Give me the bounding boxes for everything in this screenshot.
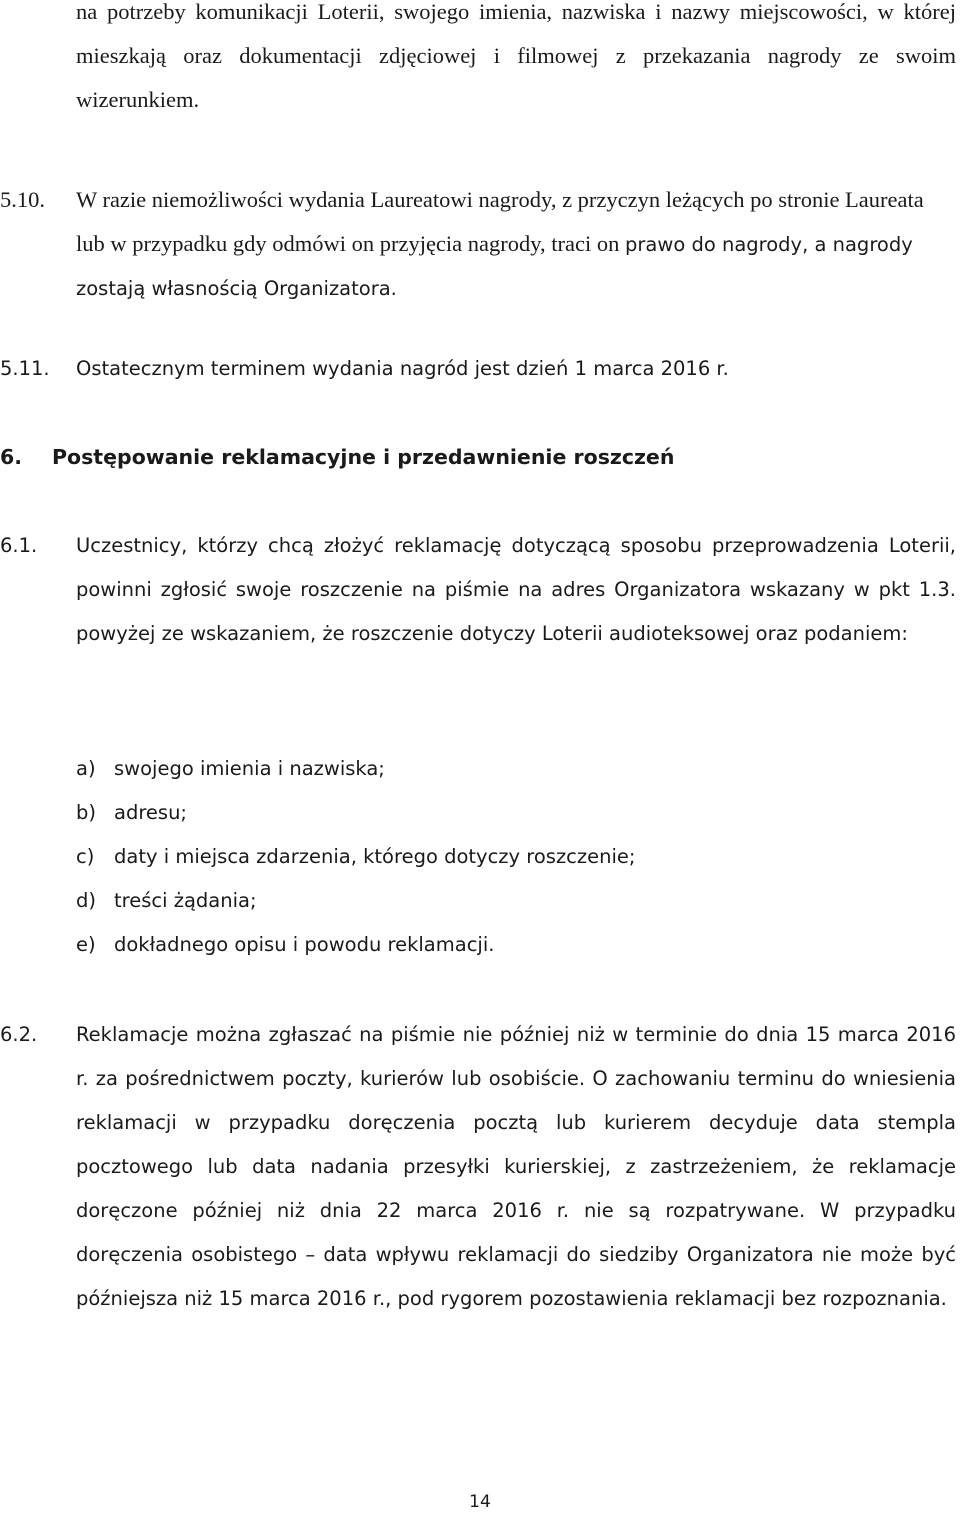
section-6-1-text: Uczestnicy, którzy chcą złożyć reklamację dotyczącą sposobu przeprowadzenia Loterii, powinni zgłosić swoje roszczenie na piśmie na adres Organizatora wskazany w pkt 1.3. powyżej ze wskazaniem, że roszczenie dotyczy Loterii audioteksowej oraz podaniem: (76, 534, 956, 645)
section-6-number: 6. (0, 445, 23, 469)
section-5-11-text: Ostatecznym terminem wydania nagród jest dzień 1 marca 2016 r. (76, 357, 729, 380)
list-item-text: daty i miejsca zdarzenia, którego dotyczy roszczenie; (114, 845, 636, 868)
section-6-2-text: Reklamacje można zgłaszać na piśmie nie później niż w terminie do dnia 15 marca 2016 r. za pośrednictwem poczty, kurierów lub osobiście. O zachowaniu terminu do wniesienia reklamacji w przypadku doręczenia pocztą lub kurierem decyduje data stempla pocztowego lub data nadania przesyłki kurierskiej, z zastrzeżeniem, że reklamacje doręczone później niż dnia 22 marca 2016 r. nie są rozpatrywane. W przypadku doręczenia osobistego – data wpływu reklamacji do siedziby Organizatora nie może być późniejsza niż 15 marca 2016 r., pod rygorem pozostawienia reklamacji bez rozpoznania. (76, 1023, 956, 1310)
list-item (76, 791, 187, 835)
section-5-10-text-serif: W razie niemożliwości wydania Laureatowi nagrody, z przyczyn leżących po stronie Laureata lub w przypadku gdy odmówi on przyjęcia nagrody, traci on (76, 187, 924, 256)
section-6-2-number: 6.2. (0, 1023, 38, 1046)
section-6-title: Postępowanie reklamacyjne i przedawnienie roszczeń (52, 445, 675, 469)
list-item-label: c) (76, 845, 95, 868)
section-5-10-number: 5.10. (0, 187, 45, 212)
section-5-10-text-sans: prawo do nagrody, a nagrody zostają własnością Organizatora. (76, 233, 913, 300)
section-5-10-text (76, 178, 956, 311)
list-item-text: swojego imienia i nazwiska; (114, 757, 385, 780)
list-item-text: adresu; (114, 801, 188, 824)
section-5-11-number: 5.11. (0, 357, 50, 380)
section-6-1-number: 6.1. (0, 534, 38, 557)
list-item-label: a) (76, 757, 96, 780)
list-item (76, 923, 494, 967)
list-item-label: b) (76, 801, 96, 824)
list-item-label: d) (76, 889, 96, 912)
list-item-text: treści żądania; (114, 889, 257, 912)
list-item (76, 835, 635, 879)
list-item-label: e) (76, 933, 96, 956)
continuation-paragraph: na potrzeby komunikacji Loterii, swojego imienia, nazwiska i nazwy miejscowości, w której mieszkają oraz dokumentacji zdjęciowej i filmowej z przekazania nagrody ze swoim wizerunkiem. (76, 0, 956, 112)
page-number: 14 (469, 1492, 491, 1512)
list-item (76, 879, 257, 923)
list-item (76, 747, 385, 791)
list-item-text: dokładnego opisu i powodu reklamacji. (114, 933, 495, 956)
